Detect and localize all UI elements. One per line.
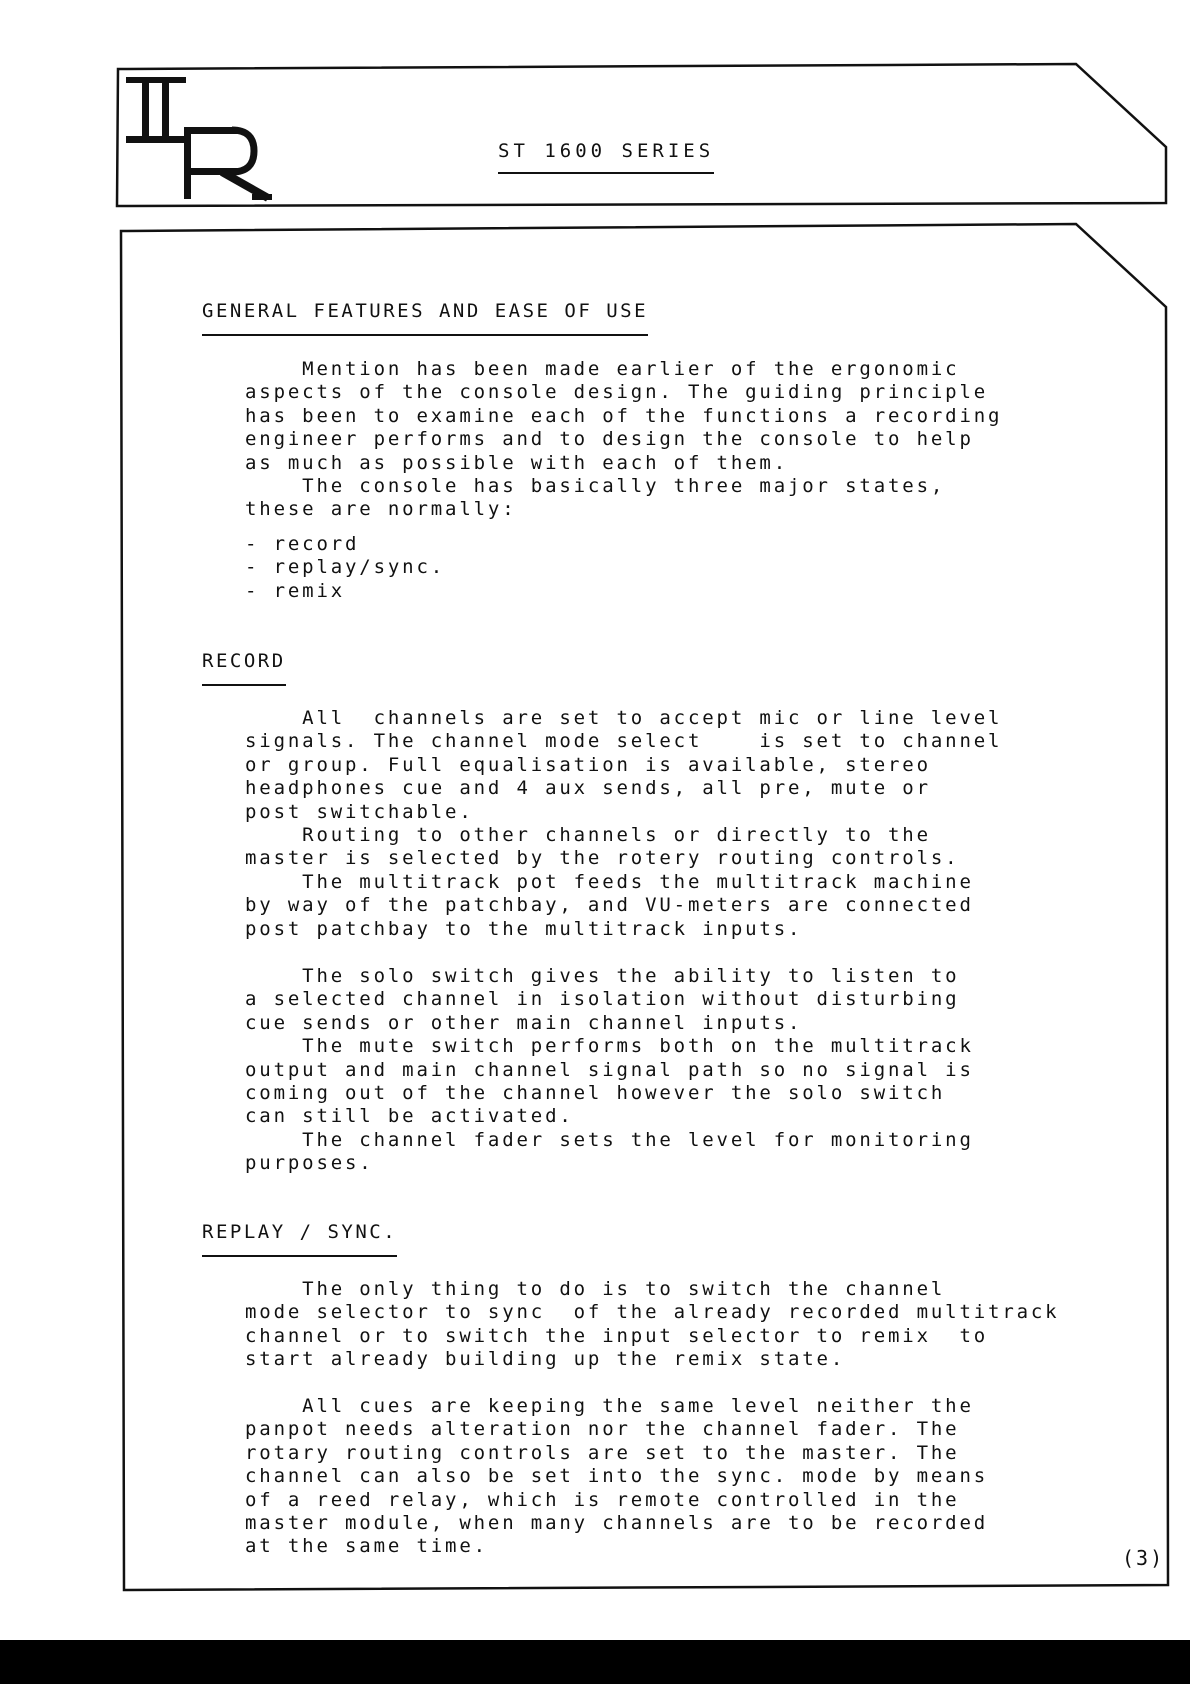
section-heading-general-features: GENERAL FEATURES AND EASE OF USE xyxy=(202,300,648,336)
general-features-intro-paragraph: Mention has been made earlier of the ergonomic aspects of the console design. The guiding principle has been to examine each of the functions a recording engineer performs and to design the console to help as much as possible with each of them. The console has basically three major states, these are normally: xyxy=(245,358,1003,521)
console-states-list: - record - replay/sync. - remix xyxy=(245,533,446,602)
replay-paragraph-1: The only thing to do is to switch the channel mode selector to sync of the already recorded multitrack channel or to switch the input selector to remix to start already building up the remix state. xyxy=(245,1278,1060,1371)
scan-bottom-border xyxy=(0,1640,1190,1684)
replay-paragraph-2: All cues are keeping the same level neither the panpot needs alteration nor the channel fader. The rotary routing controls are set to the master. The channel can also be set into the sync. mode by means of a reed relay, which is remote controlled in the master module, when many channels are to be recorded at the same time. xyxy=(245,1395,989,1558)
record-paragraph-1: All channels are set to accept mic or line level signals. The channel mode select is set to channel or group. Full equalisation is available, stereo headphones cue and 4 aux sends, all pre, mute or post switchable. Routing to other channels or directly to the master is selected by the rotery routing controls. The multitrack pot feeds the multitrack machine by way of the patchbay, and VU-meters are connected post patchbay to the multitrack inputs. xyxy=(245,707,1003,940)
record-paragraph-2: The solo switch gives the ability to listen to a selected channel in isolation without disturbing cue sends or other main channel inputs. The mute switch performs both on the multitrack output and main channel signal path so no signal is coming out of the channel however the solo switch can still be activated. The channel fader sets the level for monitoring purposes. xyxy=(245,965,974,1175)
section-heading-replay-sync: REPLAY / SYNC. xyxy=(202,1221,397,1257)
company-logo xyxy=(122,72,282,204)
section-heading-record: RECORD xyxy=(202,650,286,686)
page-number: (3) xyxy=(1122,1546,1165,1570)
document-series-title: ST 1600 SERIES xyxy=(498,140,714,174)
